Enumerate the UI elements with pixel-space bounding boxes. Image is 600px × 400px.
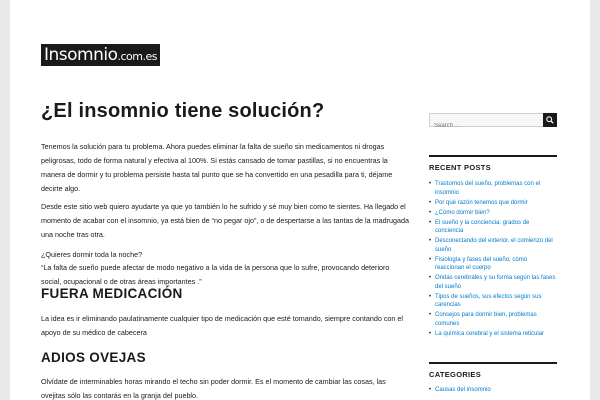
article-paragraph-ovejas: Olvídate de interminables horas mirando el techo sin poder dormir. Es el momento de cambiar las cosas, las ovejitas sólo las contarás en la granja del pueblo. (41, 377, 386, 400)
categories-title: CATEGORIES (429, 370, 482, 379)
recent-post-link[interactable]: • Consejos para dormir bien, problemas comunes (429, 311, 557, 328)
page (10, 0, 590, 400)
recent-post-link[interactable]: • Por qué razón tenemos que dormir (429, 199, 557, 208)
recent-posts-title: RECENT POSTS (429, 163, 491, 172)
logo-suffix-text: .com.es (117, 50, 158, 63)
widget-divider-recent (429, 155, 557, 157)
recent-posts-list (429, 180, 557, 340)
article-paragraph-medicacion: La idea es ir eliminando paulatinamente cualquier tipo de medicación que esté tomando, siempre contando con el apoyo de su médico de cabecera (41, 314, 404, 337)
search-icon (546, 116, 554, 124)
site-logo[interactable] (41, 44, 160, 66)
page-title: ¿El insomnio tiene solución? (41, 100, 325, 122)
section-heading-medicacion: FUERA MEDICACIÓN (41, 286, 183, 301)
recent-post-link[interactable]: • Fisiología y fases del sueño; cómo reaccionan el cuerpo (429, 256, 557, 273)
article-question: ¿Quieres dormir toda la noche? (41, 250, 143, 259)
widget-divider-categories (429, 362, 557, 364)
section-heading-ovejas: ADIOS OVEJAS (41, 350, 146, 365)
category-link[interactable]: • Causas del insomnio (429, 386, 557, 395)
categories-list (429, 386, 557, 395)
recent-post-link[interactable]: • ¿Cómo dormir bien? (429, 209, 557, 218)
search-button[interactable] (543, 113, 557, 127)
recent-post-link[interactable]: • Trastornos del sueño, problemas con el insomnio (429, 180, 557, 197)
recent-post-link[interactable]: • Tipos de sueños, sus efectos según sus carencias (429, 293, 557, 310)
recent-post-link[interactable]: • El sueño y la conciencia: grados de conciencia (429, 219, 557, 236)
article-paragraph-2: Desde este sitio web quiero ayudarte ya que yo también lo he sufrido y sé muy bien como te sientes. Ha llegado el momento de acabar con el insomnio, ya está bien de “no pegar ojo”, o de despertarse a las tantas de la madrugada una noche tras otra. (41, 202, 409, 239)
recent-post-link[interactable]: • Ondas cerebrales y su forma según las fases del sueño (429, 274, 557, 291)
article-paragraph-1: Tenemos la solución para tu problema. Ahora puedes eliminar la falta de sueño sin medicamentos ni drogas peligrosas, todo de forma natural y efectiva al 100%. Si estás cansado de tomar pastillas, si no encuentras la manera de dormir y tu problema persiste hasta tal punto que se ha convertido en una pesadilla para ti, déjame decirte algo. (41, 142, 393, 193)
search-input[interactable] (430, 120, 538, 132)
recent-post-link[interactable]: • La química cerebral y el sistema reticular (429, 330, 557, 339)
article-quote: “La falta de sueño puede afectar de modo negativo a la vida de la persona que lo sufre, provocando deterioro social, ocupacional o de otras áreas importantes .” (41, 263, 390, 286)
recent-post-link[interactable]: • Desconectando del exterior, el comienzo del sueño (429, 237, 557, 254)
search-field[interactable] (429, 113, 556, 127)
logo-main-text: Insomnio (44, 45, 118, 65)
